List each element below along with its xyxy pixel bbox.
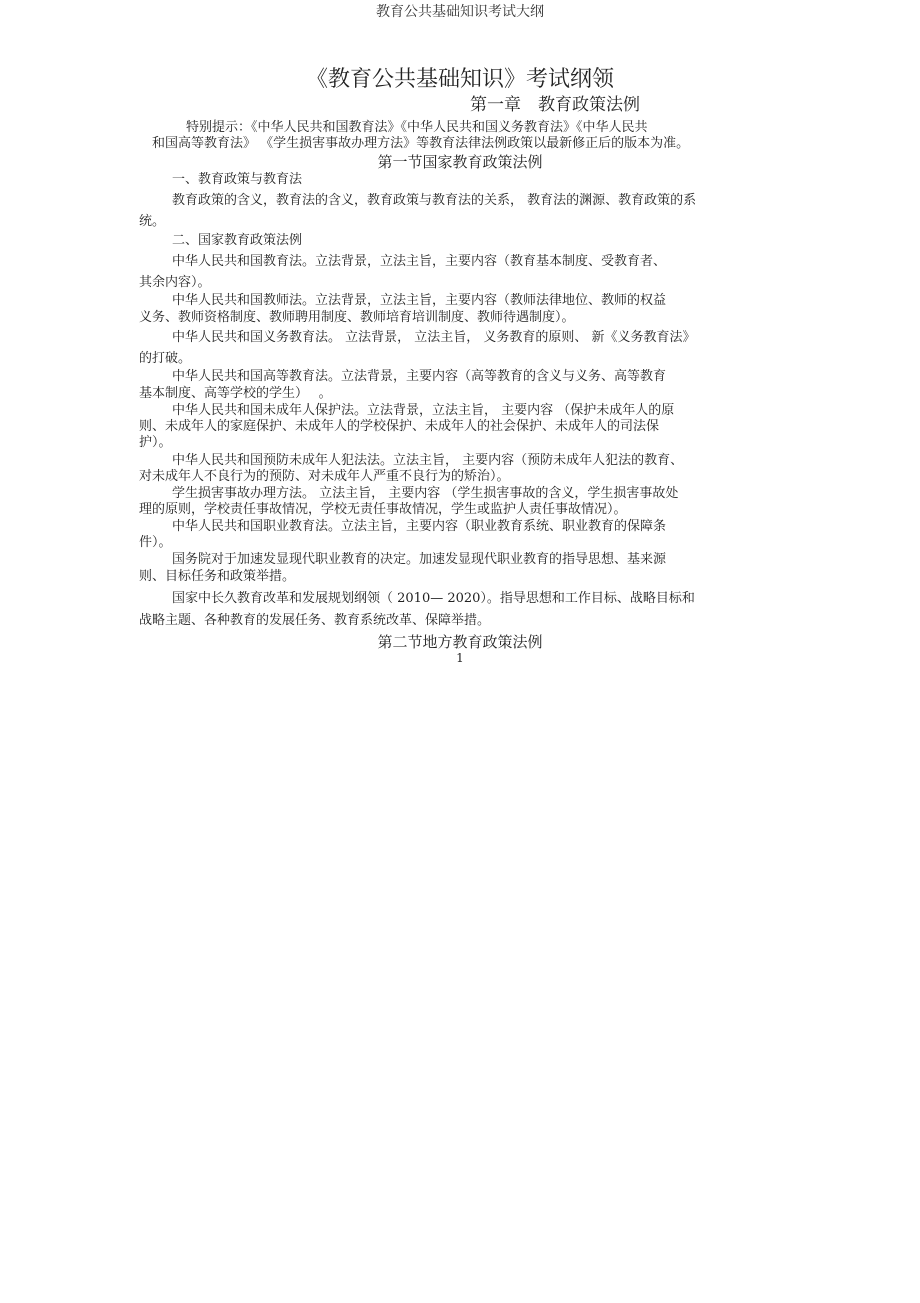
section-heading-2: 第二节地方教育政策法例 [377,633,543,651]
page-number: 1 [456,651,464,665]
chapter-heading: 第一章 教育政策法例 [470,95,640,115]
paragraph-5-line-1: 中华人民共和国高等教育法。立法背景，主要内容（高等教育的含义与义务、高等教育 [172,369,667,384]
paragraph-9-line-2: 件）。 [139,535,172,550]
paragraph-10-line-1: 国务院对于加速发显现代职业教育的决定。加速发显现代职业教育的指导思想、基来源 [172,552,667,567]
paragraph-11-line-1: 国家中长久教育改革和发展规划纲领（ 2010— 2020）。指导思想和工作目标、战略目标和 [172,591,695,606]
subheading-2: 二、国家教育政策法例 [172,233,303,248]
paragraph-7-line-1: 中华人民共和国预防未成年人犯法法。立法主旨， 主要内容（预防未成年人犯法的教育、 [172,453,684,468]
paragraph-6-line-2: 则、未成年人的家庭保护、未成年人的学校保护、未成年人的社会保护、未成年人的司法保 [139,419,660,434]
paragraph-11-line-2: 战略主题、各种教育的发展任务、教育系统改革、保障举措。 [139,613,491,628]
paragraph-4-line-2: 的打破。 [139,351,192,366]
paragraph-3-line-1: 中华人民共和国教师法。立法背景，立法主旨，主要内容（教师法律地位、教师的权益 [172,293,667,308]
paragraph-2-line-1: 中华人民共和国教育法。立法背景，立法主旨，主要内容（教育基本制度、受教育者、 [172,254,667,269]
paragraph-3-line-2: 义务、教师资格制度、教师聘用制度、教师培育培训制度、教师待遇制度）。 [139,310,575,325]
document-title: 《教育公共基础知识》考试纲领 [305,67,614,92]
paragraph-8-line-2: 理的原则，学校责任事故情况，学校无责任事故情况，学生或监护人责任事故情况）。 [139,502,627,517]
paragraph-9-line-1: 中华人民共和国职业教育法。立法主旨，主要内容（职业教育系统、职业教育的保障条 [172,519,667,534]
paragraph-8-line-1: 学生损害事故办理方法。 立法主旨， 主要内容 （学生损害事故的含义，学生损害事故处 [172,486,679,501]
paragraph-10-line-2: 则、目标任务和政策举措。 [139,569,296,584]
paragraph-1-line-1: 教育政策的含义，教育法的含义，教育政策与教育法的关系， 教育法的渊源、教育政策的系 [172,193,697,208]
subheading-1: 一、教育政策与教育法 [172,172,303,187]
note-line-1: 特别提示：《中华人民共和国教育法》《中华人民共和国义务教育法》《中华人民共 [186,120,648,135]
paragraph-5-line-2: 基本制度、高等学校的学生） 。 [139,386,332,401]
page-header: 教育公共基础知识考试大纲 [376,4,544,20]
paragraph-7-line-2: 对未成年人不良行为的预防、对未成年人严重不良行为的矫治）。 [139,469,510,484]
paragraph-1-line-2: 统。 [139,214,166,229]
paragraph-4-line-1: 中华人民共和国义务教育法。 立法背景， 立法主旨， 义务教育的原则、 新《义务教育法》 [172,330,696,345]
section-heading-1: 第一节国家教育政策法例 [377,153,543,171]
paragraph-2-line-2: 其余内容）。 [139,275,211,290]
note-line-2: 和国高等教育法》 《学生损害事故办理方法》等教育法律法例政策以最新修正后的版本为准。 [152,136,690,151]
paragraph-6-line-3: 护）。 [139,435,172,450]
paragraph-6-line-1: 中华人民共和国未成年人保护法。立法背景，立法主旨， 主要内容 （保护未成年人的原 [172,403,675,418]
